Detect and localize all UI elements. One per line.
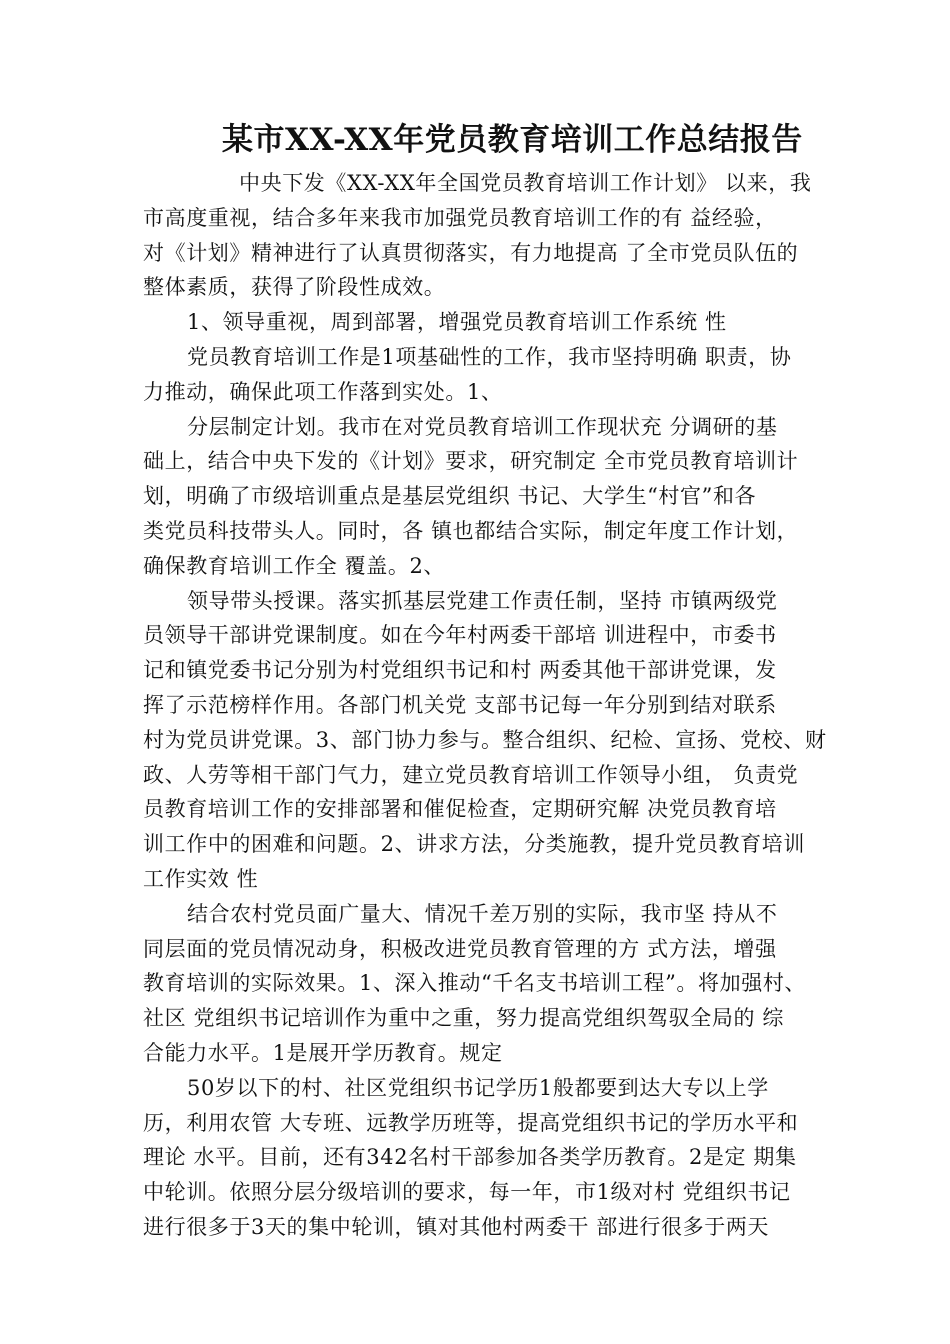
body-line: 社区 党组织书记培训作为重中之重，努力提高党组织驾驭全局的 综 — [143, 1006, 784, 1031]
body-line: 整体素质，获得了阶段性成效。 — [143, 275, 446, 300]
section-heading: 1、领导重视，周到部署，增强党员教育培训工作系统 性 — [187, 310, 727, 335]
body-line: 领导带头授课。落实抓基层党建工作责任制，坚持 市镇两级党 — [187, 588, 778, 613]
body-line: 中轮训。依照分层分级培训的要求，每一年，市1级对村 党组织书记 — [143, 1180, 791, 1205]
body-line: 进行很多于3天的集中轮训，镇对其他村两委干 部进行很多于两天 — [143, 1214, 770, 1239]
document-title: 某市XX-XX年党员教育培训工作总结报告 — [222, 122, 803, 158]
body-line: 历，利用农管 大专班、远教学历班等，提高党组织书记的学历水平和 — [143, 1110, 799, 1135]
body-line: 挥了示范榜样作用。各部门机关党 支部书记每一年分别到结对联系 — [143, 692, 777, 717]
body-line: 记和镇党委书记分别为村党组织书记和村 两委其他干部讲党课，发 — [143, 658, 777, 683]
body-line: 政、人劳等相干部门气力，建立党员教育培训工作领导小组， 负责党 — [143, 762, 799, 787]
body-line: 员领导干部讲党课制度。如在今年村两委干部培 训进程中，市委书 — [143, 623, 777, 648]
body-line: 划，明确了市级培训重点是基层党组织 书记、大学生“村官”和各 — [143, 484, 757, 509]
body-line: 确保教育培训工作全 覆盖。2、 — [143, 553, 446, 578]
document-body — [143, 166, 827, 1245]
body-line: 同层面的党员情况动身，积极改进党员教育管理的方 式方法，增强 — [143, 936, 777, 961]
body-line: 员教育培训工作的安排部署和催促检查，定期研究解 决党员教育培 — [143, 797, 777, 822]
body-line: 市高度重视，结合多年来我市加强党员教育培训工作的有 益经验， — [143, 205, 777, 230]
body-line: 合能力水平。1是展开学历教育。规定 — [143, 1040, 503, 1065]
body-line: 础上，结合中央下发的《计划》要求，研究制定 全市党员教育培训计 — [143, 449, 799, 474]
body-line: 50岁以下的村、社区党组织书记学历1般都要到达大专以上学 — [187, 1075, 769, 1100]
body-line: 村为党员讲党课。3、部门协力参与。整合组织、纪检、宣扬、党校、财 — [143, 727, 827, 752]
body-line: 力推动，确保此项工作落到实处。1、 — [143, 379, 503, 404]
body-line: 工作实效 性 — [143, 866, 259, 891]
body-line: 理论 水平。目前，还有342名村干部参加各类学历教育。2是定 期集 — [143, 1145, 797, 1170]
body-line: 训工作中的困难和问题。2、讲求方法，分类施教，提升党员教育培训 — [143, 832, 805, 857]
body-line: 教育培训的实际效果。1、深入推动“千名支书培训工程”。将加强村、 — [143, 971, 807, 996]
body-line: 分层制定计划。我市在对党员教育培训工作现状充 分调研的基 — [187, 414, 778, 439]
body-line: 中央下发《XX-XX年全国党员教育培训工作计划》 以来，我 — [239, 171, 812, 195]
body-line: 结合农村党员面广量大、情况千差万别的实际，我市坚 持从不 — [187, 901, 778, 926]
body-line: 类党员科技带头人。同时，各 镇也都结合实际，制定年度工作计划， — [143, 518, 799, 543]
body-line: 党员教育培训工作是1项基础性的工作，我市坚持明确 职责，协 — [187, 344, 792, 369]
body-line: 对《计划》精神进行了认真贯彻落实，有力地提高 了全市党员队伍的 — [143, 240, 799, 265]
